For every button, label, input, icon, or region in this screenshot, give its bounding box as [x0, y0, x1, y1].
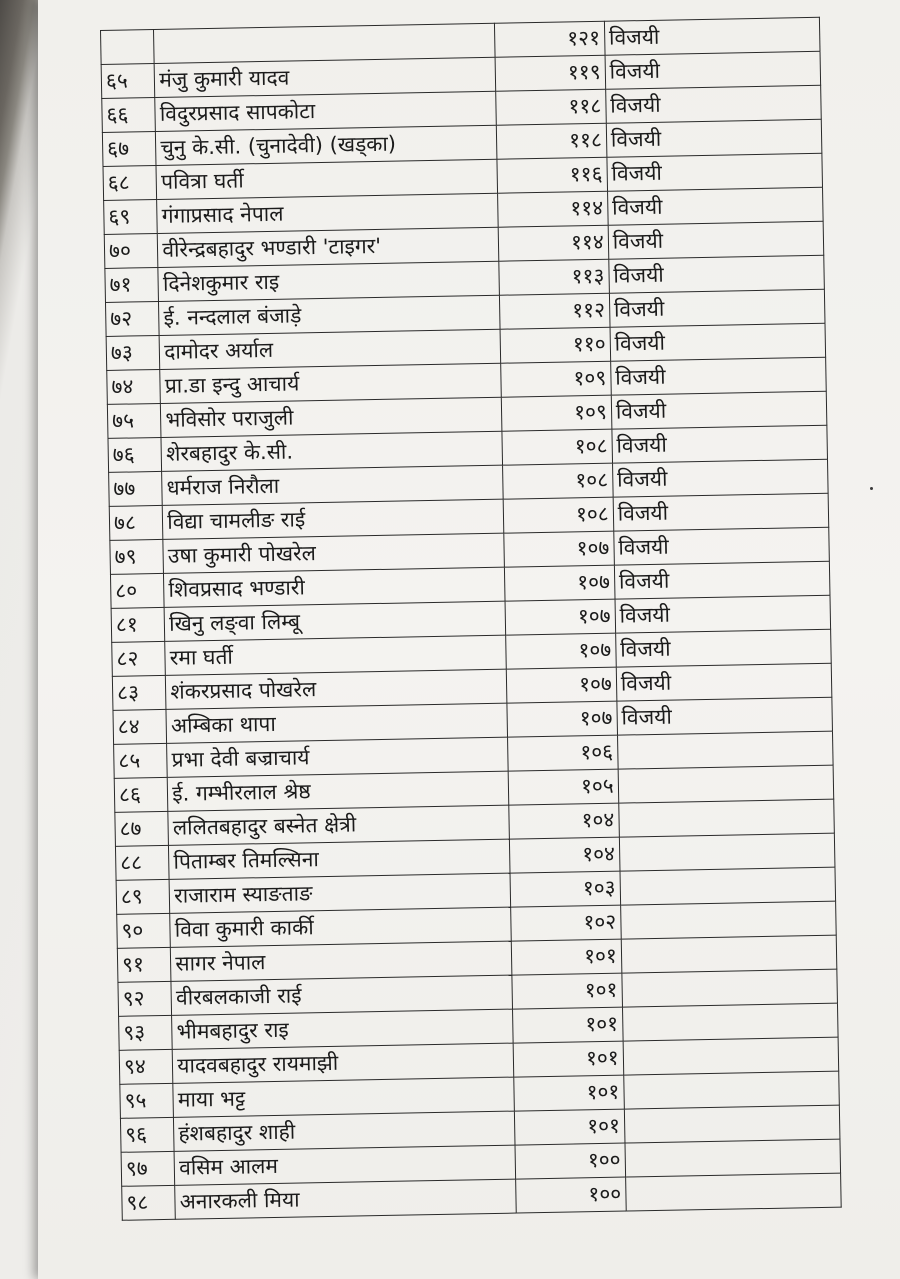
candidate-name-cell: अम्बिका थापा	[166, 703, 507, 743]
candidate-name-cell: चुनु के.सी. (चुनादेवी) (खड्का)	[156, 125, 497, 165]
status-cell	[623, 1037, 839, 1075]
candidate-name-cell: शिवप्रसाद भण्डारी	[164, 567, 505, 607]
status-cell: विजयी	[615, 595, 831, 633]
serial-number-cell: ७९	[110, 539, 164, 574]
status-cell: विजयी	[612, 459, 828, 497]
votes-cell: ११८	[496, 123, 606, 159]
status-cell	[620, 867, 836, 905]
serial-number-cell: ९३	[119, 1015, 173, 1050]
serial-number-cell: ७३	[106, 335, 160, 370]
status-cell	[624, 1105, 840, 1143]
status-cell	[619, 799, 835, 837]
votes-cell: १०१	[515, 1109, 625, 1145]
status-cell: विजयी	[611, 391, 827, 429]
votes-cell: १०८	[503, 463, 613, 499]
candidate-name-cell: दामोदर अर्याल	[159, 329, 500, 369]
votes-cell: १०७	[507, 701, 617, 737]
votes-cell: १०१	[513, 1007, 623, 1043]
votes-cell: १०१	[511, 939, 621, 975]
candidate-name-cell: अनारकली मिया	[175, 1179, 516, 1219]
serial-number-cell: ८५	[114, 743, 168, 778]
candidate-name-cell: शेरबहादुर के.सी.	[161, 431, 502, 471]
serial-number-cell: ९२	[118, 981, 172, 1016]
candidate-name-cell: वीरेन्द्रबहादुर भण्डारी 'टाइगर'	[158, 227, 499, 267]
status-cell: विजयी	[615, 629, 831, 667]
serial-number-cell: ७७	[109, 471, 163, 506]
serial-number-cell: ६९	[104, 199, 158, 234]
candidate-name-cell: पवित्रा घर्ती	[156, 159, 497, 199]
status-cell: विजयी	[608, 221, 824, 259]
votes-cell: ११२	[500, 293, 610, 329]
votes-cell: ११८	[496, 89, 606, 125]
status-cell: विजयी	[606, 119, 822, 157]
candidate-name-cell: रमा घर्ती	[165, 635, 506, 675]
candidate-name-cell: भविसोर पराजुली	[161, 397, 502, 437]
serial-number-cell: ६५	[101, 64, 155, 99]
votes-cell: १०८	[502, 429, 612, 465]
serial-number-cell: ६८	[103, 165, 157, 200]
document-page	[38, 0, 900, 1279]
votes-cell: १०७	[506, 667, 616, 703]
votes-cell: १०७	[504, 531, 614, 567]
status-cell: विजयी	[605, 51, 821, 89]
votes-cell: ११०	[500, 327, 610, 363]
candidate-name-cell: माया भट्ट	[173, 1077, 514, 1117]
status-cell	[622, 969, 838, 1007]
candidate-name-cell: सागर नेपाल	[171, 941, 512, 981]
serial-number-cell: ७५	[107, 403, 161, 438]
votes-cell: १००	[516, 1177, 626, 1213]
serial-number-cell: ९७	[121, 1151, 175, 1186]
status-cell: विजयी	[610, 357, 826, 395]
serial-number-cell: ८८	[115, 845, 169, 880]
votes-cell: १०१	[512, 973, 622, 1009]
serial-number-cell: ८०	[110, 573, 164, 608]
status-cell	[619, 833, 835, 871]
votes-cell: १०३	[510, 871, 620, 907]
serial-number-cell: ७६	[108, 437, 162, 472]
results-table-body	[101, 17, 842, 1220]
candidate-name-cell: हंशबहादुर शाही	[174, 1111, 515, 1151]
candidate-name-cell: शंकरप्रसाद पोखरेल	[166, 669, 507, 709]
votes-cell: १००	[515, 1143, 625, 1179]
candidate-name-cell: खिनु लङ्वा लिम्बू	[164, 601, 505, 641]
status-cell: विजयी	[607, 187, 823, 225]
status-cell: विजयी	[614, 561, 830, 599]
serial-number-cell: ८९	[116, 879, 170, 914]
candidate-name-cell: विवा कुमारी कार्की	[170, 907, 511, 947]
serial-number-cell: ९५	[120, 1083, 174, 1118]
serial-number-cell: ६७	[102, 131, 156, 166]
votes-cell: १०८	[503, 497, 613, 533]
status-cell: विजयी	[617, 697, 833, 735]
status-cell	[625, 1139, 841, 1177]
serial-number-cell: ७८	[109, 505, 163, 540]
status-cell	[617, 731, 833, 769]
serial-number-cell: ९०	[117, 913, 171, 948]
serial-number-cell: ९१	[117, 947, 171, 982]
votes-cell: १०७	[505, 565, 615, 601]
votes-cell: १०२	[511, 905, 621, 941]
votes-cell: ११६	[497, 157, 607, 193]
votes-cell: १०७	[506, 633, 616, 669]
candidate-name-cell: दिनेशकुमार राइ	[158, 261, 499, 301]
candidate-name-cell: मंजु कुमारी यादव	[154, 57, 495, 97]
candidate-name-cell: प्रा.डा इन्दु आचार्य	[160, 363, 501, 403]
candidate-name-cell: भीमबहादुर राइ	[172, 1009, 513, 1049]
candidate-name-cell: यादवबहादुर रायमाझी	[172, 1043, 513, 1083]
status-cell	[622, 1003, 838, 1041]
votes-cell: १०१	[514, 1075, 624, 1111]
candidate-name-cell: ई. नन्दलाल बंजाड़े	[159, 295, 500, 335]
serial-number-cell: ८३	[112, 675, 166, 710]
serial-number-cell: ८१	[111, 607, 165, 642]
votes-cell: १०४	[510, 837, 620, 873]
candidate-name-cell: प्रभा देवी बज्राचार्य	[167, 737, 508, 777]
serial-number-cell: ७२	[105, 301, 159, 336]
serial-number-cell: ८४	[113, 709, 167, 744]
status-cell: विजयी	[607, 153, 823, 191]
serial-number-cell: ८६	[114, 777, 168, 812]
candidate-name-cell: राजाराम स्याङताङ	[169, 873, 510, 913]
candidate-name-cell: ई. गम्भीरलाल श्रेष्ठ	[167, 771, 508, 811]
candidate-name-cell: उषा कुमारी पोखरेल	[163, 533, 504, 573]
status-cell: विजयी	[614, 527, 830, 565]
votes-cell: १२१	[495, 21, 605, 57]
votes-cell: ११४	[498, 191, 608, 227]
serial-number-cell: ९८	[122, 1185, 176, 1220]
status-cell	[620, 901, 836, 939]
candidate-name-cell: धर्मराज निरौला	[162, 465, 503, 505]
status-cell: विजयी	[610, 323, 826, 361]
candidate-name-cell: वसिम आलम	[174, 1145, 515, 1185]
serial-number-cell: ९६	[120, 1117, 174, 1152]
candidate-name-cell: पिताम्बर तिमल्सिना	[169, 839, 510, 879]
votes-cell: १०५	[508, 769, 618, 805]
status-cell	[624, 1071, 840, 1109]
serial-number-cell: ६६	[102, 98, 156, 133]
serial-number-cell: ८२	[112, 641, 166, 676]
votes-cell: ११९	[495, 55, 605, 91]
serial-number-cell: ७४	[107, 369, 161, 404]
status-cell: विजयी	[609, 289, 825, 327]
votes-cell: १०४	[509, 803, 619, 839]
votes-cell: १०९	[501, 395, 611, 431]
candidate-name-cell: विदुरप्रसाद सापकोटा	[155, 91, 496, 131]
status-cell: विजयी	[605, 85, 821, 123]
votes-cell: ११३	[499, 259, 609, 295]
votes-cell: १०९	[501, 361, 611, 397]
serial-number-cell: ९४	[119, 1049, 173, 1084]
candidate-name-cell: गंगाप्रसाद नेपाल	[157, 193, 498, 233]
ink-speck	[870, 487, 873, 490]
serial-number-cell: ८७	[115, 811, 169, 846]
votes-cell: १०६	[508, 735, 618, 771]
status-cell	[618, 765, 834, 803]
candidate-name-cell: वीरबलकाजी राई	[171, 975, 512, 1015]
serial-number-cell: ७१	[105, 267, 159, 302]
serial-number-cell	[101, 30, 155, 65]
status-cell	[625, 1173, 841, 1211]
status-cell: विजयी	[609, 255, 825, 293]
serial-number-cell: ७०	[104, 233, 158, 268]
candidate-name-cell: ललितबहादुर बस्नेत क्षेत्री	[168, 805, 509, 845]
status-cell	[621, 935, 837, 973]
status-cell: विजयी	[613, 493, 829, 531]
status-cell: विजयी	[604, 17, 820, 55]
votes-cell: १०७	[505, 599, 615, 635]
status-cell: विजयी	[612, 425, 828, 463]
votes-cell: ११४	[498, 225, 608, 261]
status-cell: विजयी	[616, 663, 832, 701]
candidate-name-cell: विद्या चामलीङ राई	[163, 499, 504, 539]
results-table	[100, 17, 842, 1221]
votes-cell: १०१	[513, 1041, 623, 1077]
